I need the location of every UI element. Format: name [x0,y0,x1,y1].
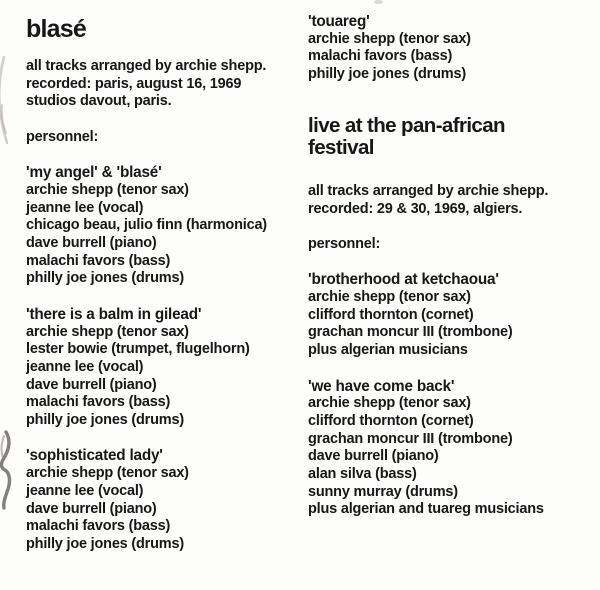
track-group-we-have-come-back [308,378,596,520]
text-line: dave burrell (piano) [26,235,157,251]
text-line: dave burrell (piano) [308,448,439,465]
personnel-list [26,465,300,554]
text-line: grachan moncur III (trombone) [308,324,513,341]
track-title: 'touareg' [308,13,370,30]
personnel-label: personnel: [308,235,381,252]
text-line: sunny murray (drums) [308,483,458,500]
personnel-list [26,182,300,288]
track-group-touareg [308,13,596,84]
text-line: plus algerian musicians [308,342,468,359]
track-group-sophisticated-lady [26,447,300,553]
text-line: clifford thornton (cornet) [308,412,474,429]
text-line: malachi favors (bass) [308,48,453,65]
text-line: malachi favors (bass) [26,394,171,411]
text-line: jeanne lee (vocal) [26,358,144,375]
text-line: clifford thornton (cornet) [308,306,474,323]
text-line: recorded: 29 & 30, 1969, algiers. [308,200,523,217]
blase-section [26,16,300,571]
album-title-line1: live at the pan-african [308,113,505,137]
text-line: archie shepp (tenor sax) [26,465,189,482]
track-group-brotherhood [308,271,596,360]
personnel-list [26,324,300,430]
text-line: plus algerian and tuareg musicians [308,501,544,518]
track-title: 'sophisticated lady' [26,447,163,465]
scan-artifact-bottom-left [0,430,14,510]
text-line: malachi favors (bass) [26,518,171,535]
track-title: 'there is a balm in gilead' [26,305,202,323]
text-line: dave burrell (piano) [26,500,157,517]
text-line: dave burrell (piano) [26,376,157,393]
text-line: alan silva (bass) [308,466,417,483]
personnel-list [308,395,596,519]
text-line: philly joe jones (drums) [26,270,184,287]
text-line: philly joe jones (drums) [26,412,184,429]
text-line: archie shepp (tenor sax) [308,395,471,412]
track-title: 'we have come back' [308,377,455,395]
text-line: malachi favors (bass) [26,252,171,269]
blase-session-info [26,58,300,111]
scan-speck [374,0,383,4]
track-group-my-angel-blase [26,164,300,288]
text-line: lester bowie (trumpet, flugelhorn) [26,341,250,358]
text-line: studios davout, paris. [26,93,172,110]
scan-artifact-top-left [0,55,13,145]
personnel-list [308,31,596,84]
text-line: philly joe jones (drums) [26,535,184,552]
pan-african-personnel-block [308,236,596,254]
personnel-label: personnel: [26,128,99,145]
track-title: 'brotherhood at ketchaoua' [308,271,499,289]
pan-african-session-info [308,183,596,218]
text-line: archie shepp (tenor sax) [308,30,471,47]
text-line: archie shepp (tenor sax) [26,181,189,198]
blase-personnel-block [26,129,300,147]
album-title-line2: festival [308,135,374,159]
track-title: 'my angel' & 'blasé' [26,164,162,182]
track-group-balm-in-gilead [26,306,300,430]
text-line: jeanne lee (vocal) [26,482,144,499]
album-title-pan-african [308,115,596,159]
text-line: archie shepp (tenor sax) [26,323,189,340]
text-line: all tracks arranged by archie shepp. [308,182,549,199]
text-line: archie shepp (tenor sax) [308,289,471,305]
text-line: recorded: paris, august 16, 1969 [26,75,242,92]
album-title-blase: blasé [26,15,86,43]
text-line: all tracks arranged by archie shepp. [26,58,267,74]
text-line: jeanne lee (vocal) [26,199,144,216]
text-line: chicago beau, julio finn (harmonica) [26,217,267,234]
personnel-list [308,289,596,360]
pan-african-section [308,13,596,537]
text-line: philly joe jones (drums) [308,66,466,83]
text-line: grachan moncur III (trombone) [308,430,513,447]
